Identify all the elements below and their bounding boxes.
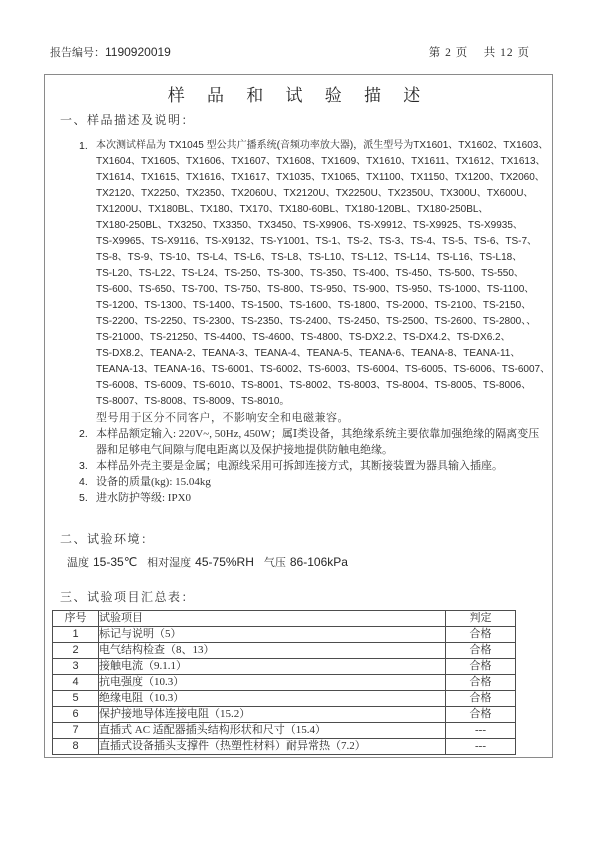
test-item: 接触电流（9.1.1） — [99, 659, 446, 675]
table-row — [53, 723, 516, 739]
row-index: 4 — [53, 675, 99, 691]
test-item: 直插式设备插头支撑件（热塑性材料）耐异常热（7.2） — [99, 739, 446, 755]
list-item-number: 5. — [79, 492, 88, 504]
model-list-line: TX180-250BL、TX3250、TX3350、TX3450、TS-X9906、TS-X9912、TS-X9925、TS-X9935、 — [96, 220, 523, 231]
list-item — [79, 138, 551, 426]
row-index: 3 — [53, 659, 99, 675]
content-box — [44, 74, 553, 758]
table-row — [53, 691, 516, 707]
model-list-line: TS-DX8.2、TEANA-2、TEANA-3、TEANA-4、TEANA-5、TEANA-6、TEANA-8、TEANA-11、 — [96, 348, 521, 359]
test-result: 合格 — [446, 659, 516, 675]
model-list-line: TS-1200、TS-1300、TS-1400、TS-1500、TS-1600、TS-1800、TS-2000、TS-2100、TS-2150、 — [96, 300, 532, 311]
test-environment-line — [67, 553, 358, 571]
row-index: 1 — [53, 627, 99, 643]
table-row — [53, 643, 516, 659]
test-item: 保护接地导体连接电阻（15.2） — [99, 707, 446, 723]
environment-value: 15-35℃ — [93, 555, 138, 569]
sample-description-list — [79, 138, 551, 506]
model-list-line: TS-8、TS-9、TS-10、TS-L4、TS-L6、TS-L8、TS-L10、TS-L12、TS-L14、TS-L16、TS-L18、 — [96, 252, 523, 263]
description-line: 设备的质量(kg): 15.04kg — [96, 476, 211, 488]
test-result: 合格 — [446, 691, 516, 707]
row-index: 7 — [53, 723, 99, 739]
table-row — [53, 659, 516, 675]
test-item: 标记与说明（5） — [99, 627, 446, 643]
environment-pair — [264, 553, 348, 570]
table-row — [53, 675, 516, 691]
description-line: 本样品额定输入: 220V~, 50Hz, 450W；属Ⅰ类设备，其绝缘系统主要依靠加强绝缘的隔离变压 — [96, 428, 540, 440]
table-header-row — [53, 611, 516, 627]
row-index: 5 — [53, 691, 99, 707]
list-item-number: 4. — [79, 476, 88, 488]
model-note: 型号用于区分不同客户，不影响安全和电磁兼容。 — [96, 412, 349, 424]
list-item-number: 3. — [79, 460, 88, 472]
section2-heading: 二、试验环境： — [60, 532, 155, 546]
test-result: 合格 — [446, 627, 516, 643]
model-list-line: TS-8007、TS-8008、TS-8009、TS-8010。 — [96, 396, 290, 407]
report-number-label: 报告编号： — [50, 47, 105, 59]
model-list-line: TEANA-13、TEANA-16、TS-6001、TS-6002、TS-6003、TS-6004、TS-6005、TS-6006、TS-6007、 — [96, 364, 551, 375]
column-header-index: 序号 — [53, 611, 99, 627]
test-result: --- — [446, 739, 516, 755]
model-list-line: TX1614、TX1615、TX1616、TX1617、TX1035、TX1065、TX1100、TX1150、TX1200、TX2060、 — [96, 172, 545, 183]
test-item: 绝缘电阻（10.3） — [99, 691, 446, 707]
list-item-number: 1. — [79, 140, 88, 152]
section3-heading: 三、试验项目汇总表： — [60, 590, 196, 604]
row-index: 2 — [53, 643, 99, 659]
model-list-line: TX1200U、TX180BL、TX180、TX170、TX180-60BL、TX180-120BL、TX180-250BL、 — [96, 204, 489, 215]
report-number-value: 1190920019 — [105, 45, 171, 59]
row-index: 8 — [53, 739, 99, 755]
test-result: --- — [446, 723, 516, 739]
table-row — [53, 739, 516, 755]
model-list-lines — [96, 138, 551, 410]
environment-value: 45-75%RH — [195, 555, 254, 569]
section1-heading: 一、样品描述及说明： — [60, 113, 196, 127]
list-item — [79, 490, 547, 506]
model-list-line: TS-21000、TS-21250、TS-4400、TS-4600、TS-4800、TS-DX2.2、TS-DX4.2、TS-DX6.2、 — [96, 332, 511, 343]
test-result: 合格 — [446, 675, 516, 691]
column-header-item: 试验项目 — [99, 611, 446, 627]
test-summary-table — [52, 610, 515, 755]
description-line: 器和足够电气间隙与爬电距离以及保护接地提供防触电绝缘。 — [96, 444, 393, 456]
page-indicator: 第 2 页 共 12 页 — [428, 47, 530, 59]
list-item-number: 2. — [79, 428, 88, 440]
list-item — [79, 426, 547, 458]
column-header-result: 判定 — [446, 611, 516, 627]
environment-value: 86-106kPa — [289, 555, 348, 569]
test-item: 电气结构检查（8、13） — [99, 643, 446, 659]
environment-label: 相对湿度 — [147, 557, 192, 569]
environment-pair — [67, 553, 137, 570]
test-item: 抗电强度（10.3） — [99, 675, 446, 691]
test-item: 直插式 AC 适配器插头结构形状和尺寸（15.4） — [99, 723, 446, 739]
model-list-line: 本次测试样品为 TX1045 型公共广播系统(音频功率放大器)，派生型号为TX1601、TX1602、TX1603、 — [96, 140, 549, 151]
page-title: 样 品 和 试 验 描 述 — [167, 86, 430, 105]
test-result: 合格 — [446, 643, 516, 659]
row-index: 6 — [53, 707, 99, 723]
environment-label: 气压 — [263, 557, 286, 569]
model-list-line: TS-2200、TS-2250、TS-2300、TS-2350、TS-2400、TS-2450、TS-2500、TS-2600、TS-2800、、 — [96, 316, 537, 327]
environment-pair — [147, 553, 254, 570]
list-item — [79, 474, 547, 490]
test-result: 合格 — [446, 707, 516, 723]
model-list-line: TS-600、TS-650、TS-700、TS-750、TS-800、TS-950、TS-900、TS-950、TS-1000、TS-1100、 — [96, 284, 535, 295]
description-line: 进水防护等级: IPX0 — [96, 492, 192, 504]
model-list-line: TS-X9965、TS-X9116、TS-X9132、TS-Y1001、TS-1、TS-2、TS-3、TS-4、TS-5、TS-6、TS-7、 — [96, 236, 538, 247]
table-row — [53, 627, 516, 643]
description-line: 本样品外壳主要是金属；电源线采用可拆卸连接方式，其断接装置为器具输入插座。 — [96, 460, 503, 472]
model-list-line: TX1604、TX1605、TX1606、TX1607、TX1608、TX1609、TX1610、TX1611、TX1612、TX1613、 — [96, 156, 546, 167]
model-list-line: TX2120、TX2250、TX2350、TX2060U、TX2120U、TX2250U、TX2350U、TX300U、TX600U、 — [96, 188, 534, 199]
environment-label: 温度 — [67, 557, 89, 569]
model-list-line: TS-6008、TS-6009、TS-6010、TS-8001、TS-8002、TS-8003、TS-8004、TS-8005、TS-8006、 — [96, 380, 532, 391]
model-list-line: TS-L20、TS-L22、TS-L24、TS-250、TS-300、TS-350、TS-400、TS-450、TS-500、TS-550、 — [96, 268, 524, 279]
list-item — [79, 458, 547, 474]
table-row — [53, 707, 516, 723]
report-number-line — [50, 44, 171, 60]
